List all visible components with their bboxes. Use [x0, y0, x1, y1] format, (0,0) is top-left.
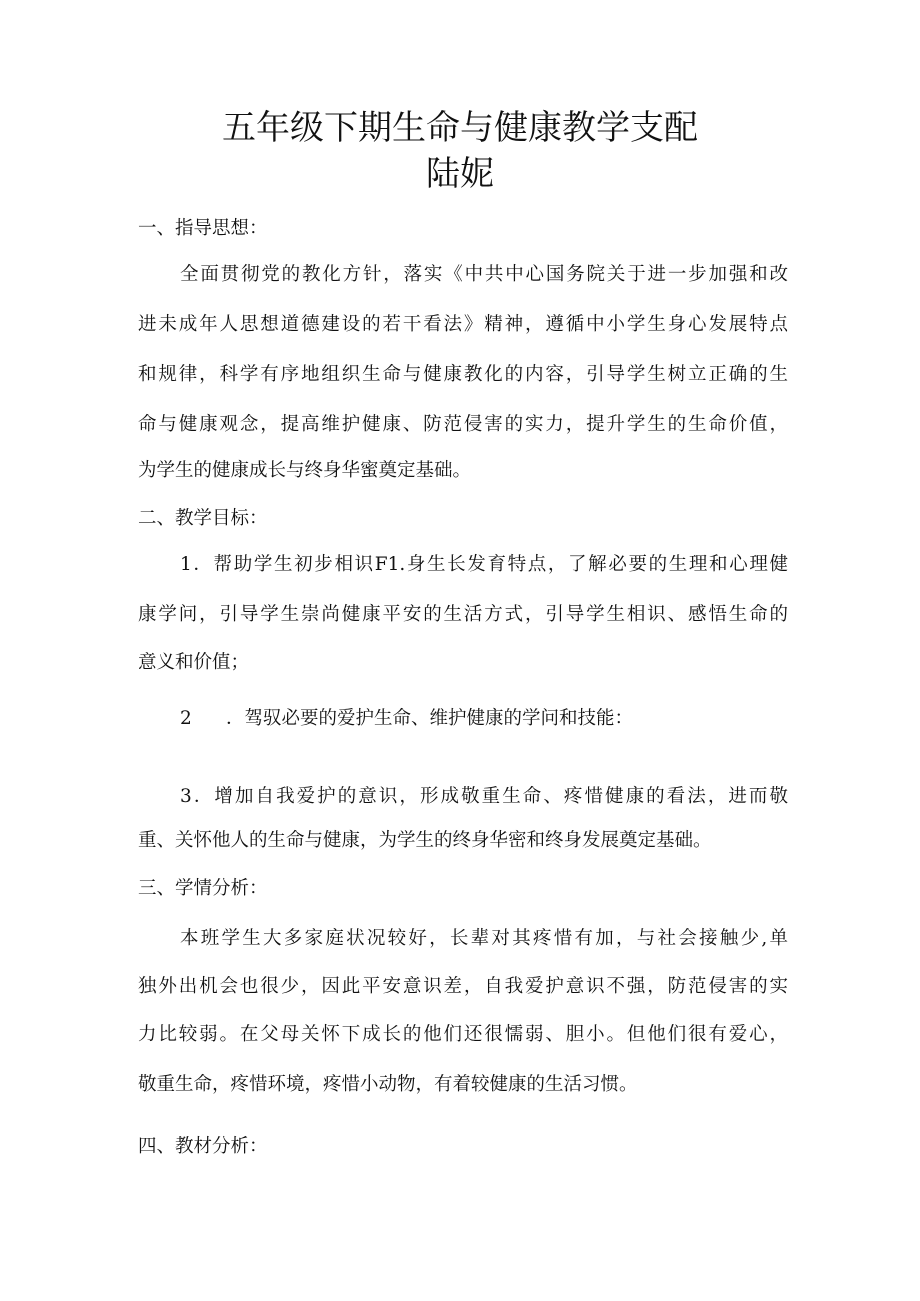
- paragraph-line: 力比较弱。在父母关怀下成长的他们还很懦弱、胆小。但他们很有爱心，: [138, 1024, 788, 1045]
- paragraph-line: 本班学生大多家庭状况较好，长辈对其疼惜有加，与社会接触少,单: [180, 928, 788, 949]
- paragraph-line: 敬重生命，疼惜环境，疼惜小动物，有着较健康的生活习惯。: [138, 1074, 638, 1095]
- list-item: ．驾驭必要的爱护生命、维护健康的学问和技能：: [226, 708, 634, 729]
- paragraph-line: 和规律，科学有序地组织生命与健康教化的内容，引导学生树立正确的生: [138, 364, 788, 385]
- paragraph-line: 为学生的健康成长与终身华蜜奠定基础。: [138, 460, 472, 481]
- paragraph-line: 独外出机会也很少，因此平安意识差，自我爱护意识不强，防范侵害的实: [138, 976, 788, 997]
- list-item-line: 康学问，引导学生崇尚健康平安的生活方式，引导学生相识、感悟生命的: [138, 604, 788, 625]
- list-item-line: 重、关怀他人的生命与健康，为学生的终身华密和终身发展奠定基础。: [138, 830, 712, 851]
- paragraph-line: 进未成年人思想道德建设的若干看法》精神，遵循中小学生身心发展特点: [138, 314, 788, 335]
- section-heading: 二、教学目标：: [138, 508, 268, 529]
- section-heading: 四、教材分析：: [138, 1136, 268, 1157]
- paragraph-line: 全面贯彻党的教化方针，落实《中共中心国务院关于进一步加强和改: [180, 264, 788, 285]
- paragraph-line: 命与健康观念，提高维护健康、防范侵害的实力，提升学生的生命价值，: [138, 414, 788, 435]
- list-item: 1．帮助学生初步相识F1.身生长发育特点，了解必要的生理和心理健: [180, 554, 788, 575]
- author-name: 陆妮: [426, 154, 494, 194]
- section-heading: 一、指导思想：: [138, 218, 268, 239]
- list-item-line: 意义和价值；: [138, 652, 250, 673]
- section-heading: 三、学情分析：: [138, 878, 268, 899]
- list-item-number: 2: [180, 708, 192, 729]
- list-item: 3．增加自我爱护的意识，形成敬重生命、疼惜健康的看法，进而敬: [180, 786, 788, 807]
- document-title: 五年级下期生命与健康教学支配: [222, 108, 698, 148]
